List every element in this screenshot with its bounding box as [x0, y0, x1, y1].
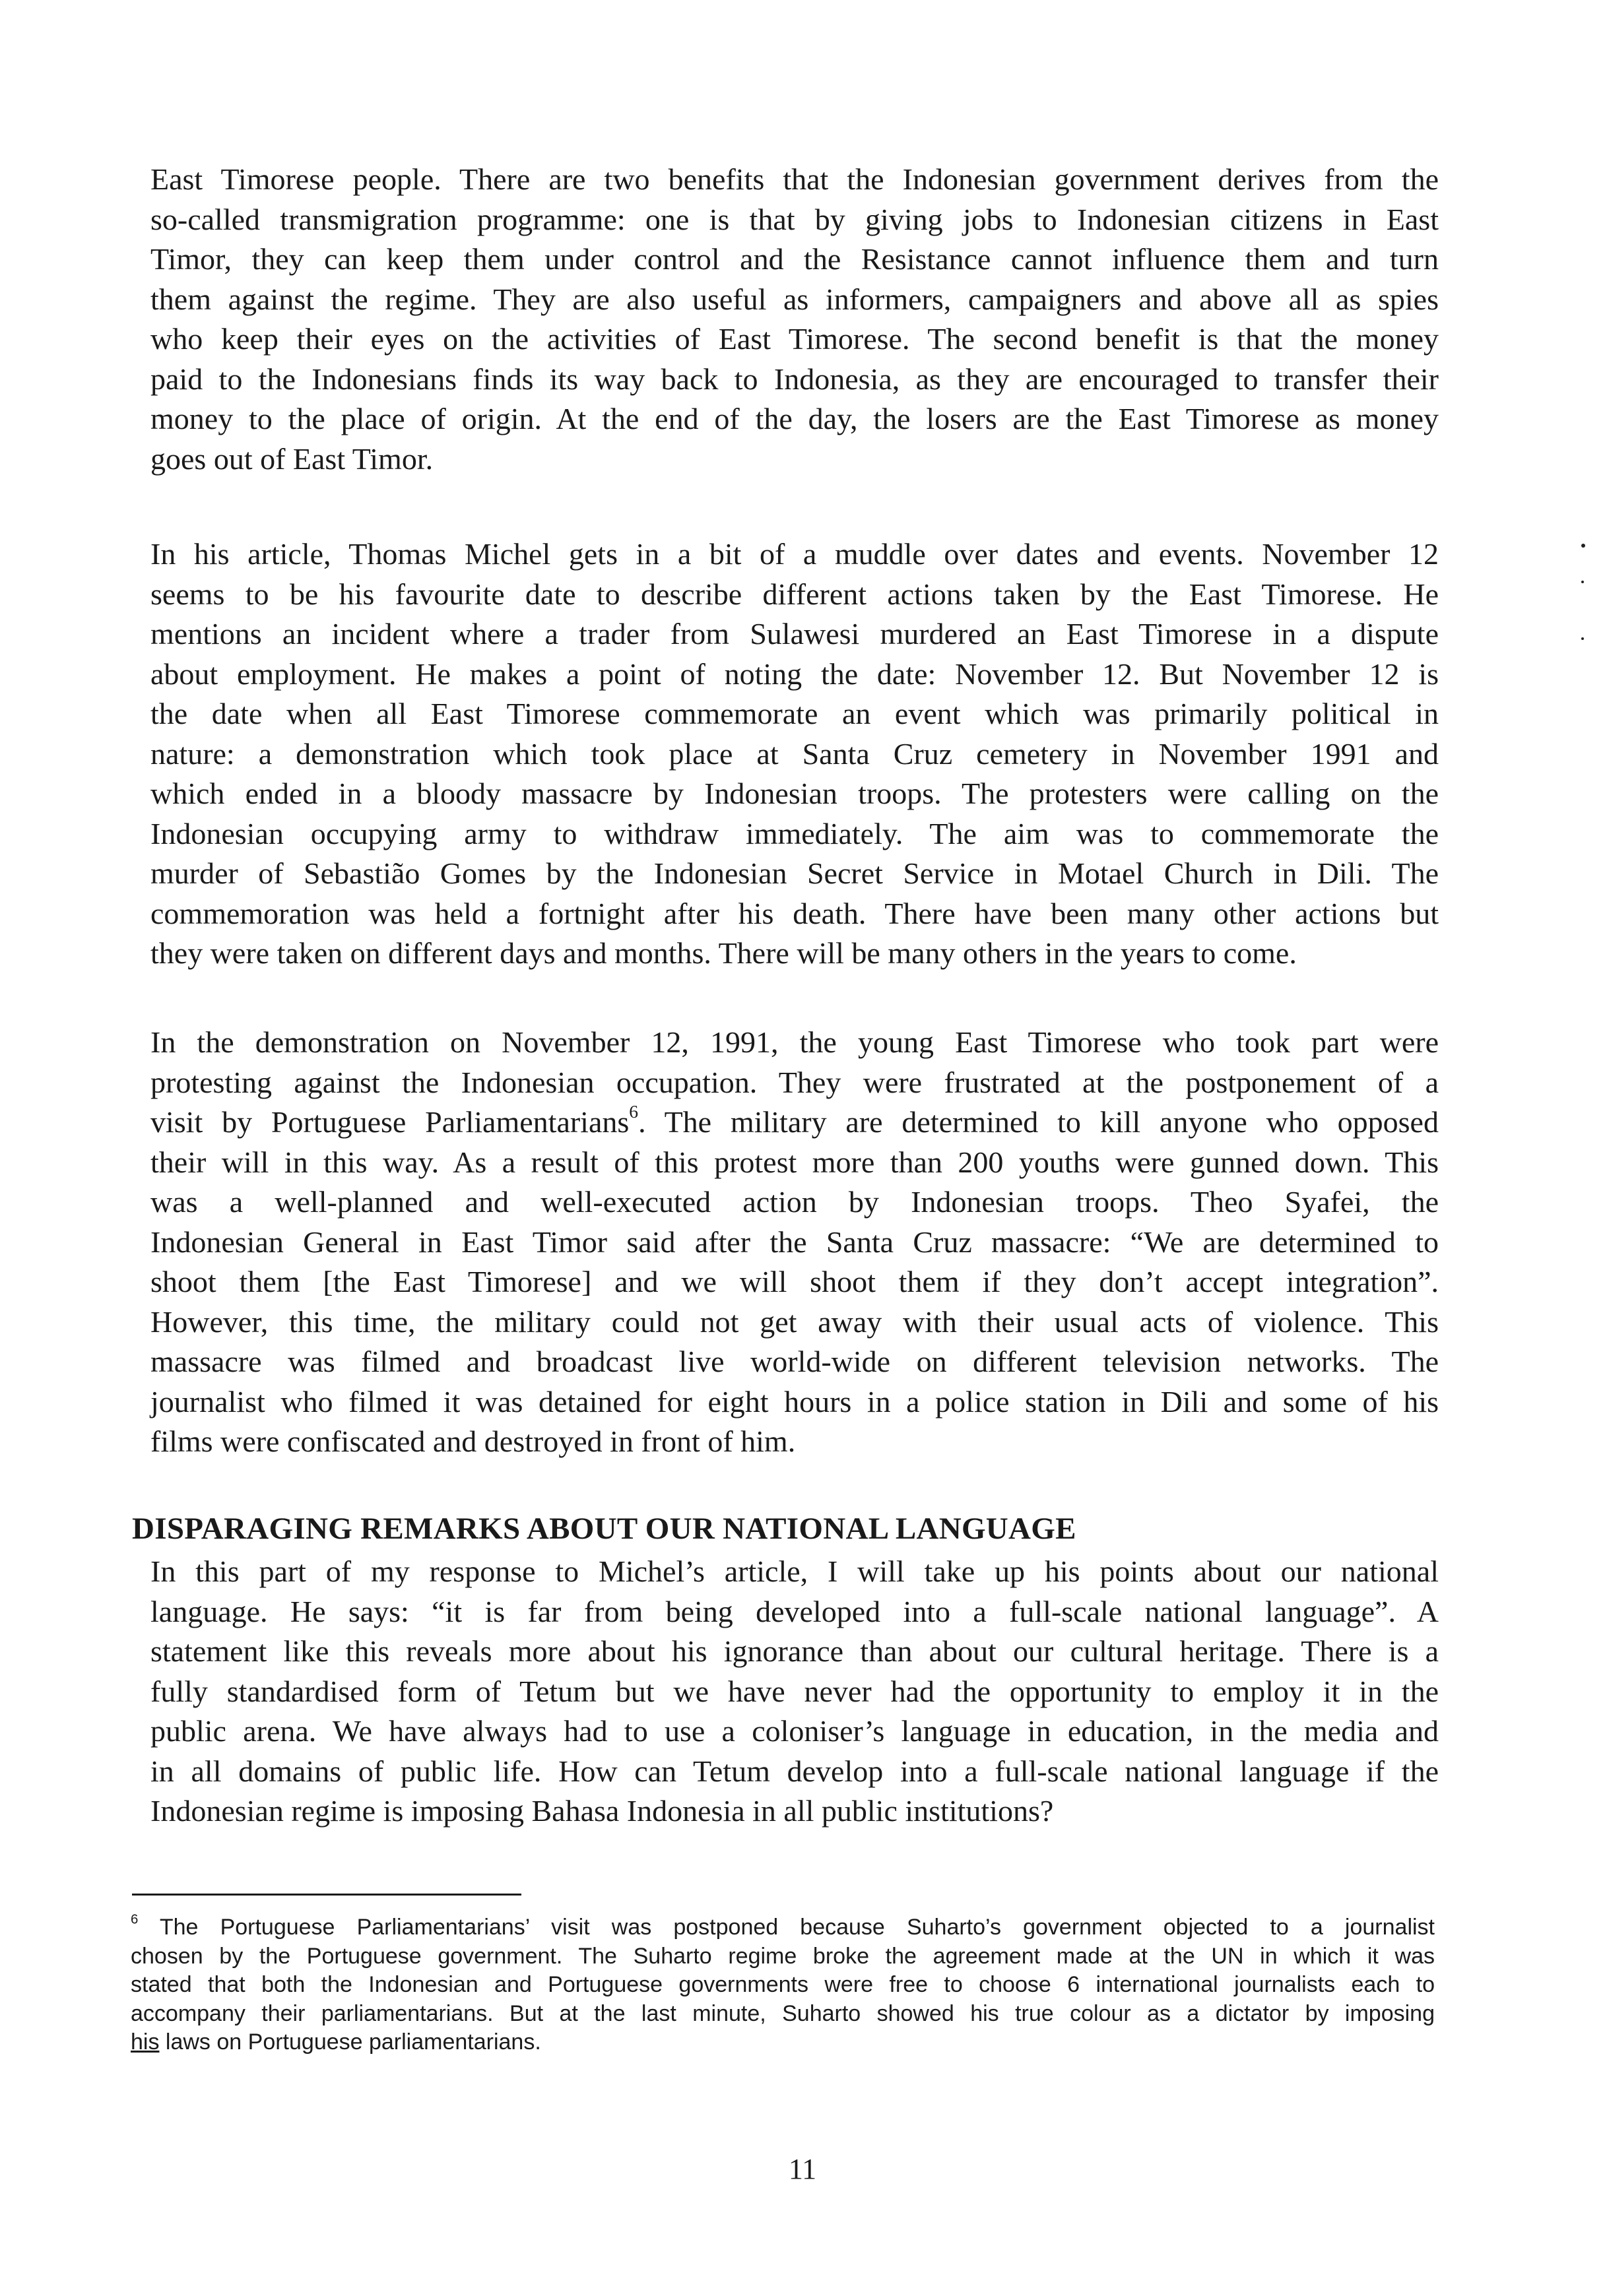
text-line: In his article, Thomas Michel gets in a bit of a muddle over dates and events. November 12 [150, 537, 1439, 571]
footnote-divider [132, 1894, 521, 1896]
text-line: seems to be his favourite date to describe different actions taken by the East Timorese. He [150, 577, 1439, 611]
text-line: about employment. He makes a point of noting the date: November 12. But November 12 is [150, 656, 1439, 691]
text-line: paid to the Indonesians finds its way back to Indonesia, as they are encouraged to transfer their [150, 362, 1439, 396]
text-line: nature: a demonstration which took place at Santa Cruz cemetery in November 1991 and [150, 736, 1439, 771]
text-line: goes out of East Timor. [150, 441, 434, 476]
text-line: money to the place of origin. At the end of the day, the losers are the East Timorese as money [150, 402, 1439, 435]
footnote-reference: 6 [629, 1100, 639, 1122]
text-line: who keep their eyes on the activities of East Timorese. The second benefit is that the money [150, 322, 1439, 356]
scan-speck [1581, 581, 1584, 583]
text-line: they were taken on different days and months. There will be many others in the years to come. [150, 936, 1297, 970]
text-line: journalist who filmed it was detained for eight hours in a police station in Dili and some of his [150, 1384, 1439, 1419]
text-segment: laws on Portuguese parliamentarians. [159, 2029, 541, 2055]
footnote-line: chosen by the Portuguese government. The Suharto regime broke the agreement made at the UN in which it was [131, 1943, 1435, 1969]
text-line: East Timorese people. There are two benefits that the Indonesian government derives from the [150, 162, 1439, 196]
text-line-with-footnote-ref [150, 1102, 1439, 1143]
text-line: was a well-planned and well-executed action by Indonesian troops. Theo Syafei, the [150, 1185, 1439, 1219]
text-line: Indonesian occupying army to withdraw immediately. The aim was to commemorate the [150, 816, 1439, 850]
text-line: public arena. We have always had to use a coloniser’s language in education, in the media and [150, 1714, 1439, 1748]
paragraph-transmigration [150, 160, 1439, 479]
text-line: commemoration was held a fortnight after his death. There have been many other actions but [150, 896, 1439, 930]
footnote-line: accompany their parliamentarians. But at the last minute, Suharto showed his true colour as a dictator by imposing [131, 2000, 1435, 2026]
text-line: murder of Sebastião Gomes by the Indonesian Secret Service in Motael Church in Dili. The [150, 856, 1439, 890]
text-line: shoot them [the East Timorese] and we will shoot them if they don’t accept integration”. [150, 1265, 1439, 1298]
text-line: the date when all East Timorese commemorate an event which was primarily political in [150, 697, 1439, 730]
footnote-marker: 6 [131, 1912, 139, 1927]
text-segment: The Portuguese Parliamentarians’ visit was postponed because Suharto’s government objected to a journalist [159, 1915, 1435, 1940]
text-line: statement like this reveals more about his ignorance than about our cultural heritage. There is a [150, 1634, 1439, 1668]
footnote-line [131, 1913, 1435, 1942]
text-line: which ended in a bloody massacre by Indonesian troops. The protesters were calling on the [150, 777, 1439, 810]
text-line: language. He says: “it is far from being developed into a full-scale national language”. A [150, 1594, 1439, 1628]
text-segment: . The military are determined to kill anyone who opposed [638, 1105, 1439, 1139]
text-line: in all domains of public life. How can Tetum develop into a full-scale national language if the [150, 1754, 1439, 1788]
footnote-line [131, 2028, 1435, 2057]
text-line: so-called transmigration programme: one is that by giving jobs to Indonesian citizens in East [150, 202, 1439, 236]
text-line: In the demonstration on November 12, 1991, the young East Timorese who took part were [150, 1025, 1439, 1059]
footnote-line: stated that both the Indonesian and Portuguese governments were free to choose 6 international journalists each to [131, 1972, 1435, 1997]
text-line: films were confiscated and destroyed in front of him. [150, 1424, 796, 1458]
paragraph-november-12 [150, 534, 1439, 974]
paragraph-demonstration [150, 1023, 1439, 1462]
text-segment: visit by Portuguese Parliamentarians [150, 1105, 630, 1139]
text-line: massacre was filmed and broadcast live world-wide on different television networks. The [150, 1345, 1439, 1378]
text-line: However, this time, the military could not get away with their usual acts of violence. This [150, 1304, 1439, 1339]
text-line: protesting against the Indonesian occupation. They were frustrated at the postponement of a [150, 1065, 1439, 1099]
text-line: them against the regime. They are also useful as informers, campaigners and above all as spies [150, 282, 1439, 316]
page-number: 11 [788, 2153, 817, 2185]
underlined-word: his [131, 2029, 160, 2055]
text-line: their will in this way. As a result of this protest more than 200 youths were gunned down. This [150, 1145, 1439, 1179]
paragraph-national-language [150, 1552, 1439, 1832]
text-line: In this part of my response to Michel’s article, I will take up his points about our national [150, 1554, 1439, 1588]
footnote [131, 1913, 1435, 2057]
section-heading: DISPARAGING REMARKS ABOUT OUR NATIONAL LANGUAGE [132, 1512, 1076, 1546]
text-line: mentions an incident where a trader from Sulawesi murdered an East Timorese in a dispute [150, 617, 1439, 651]
scan-speck [1581, 637, 1584, 640]
scan-speck [1581, 544, 1585, 548]
text-line: Indonesian General in East Timor said after the Santa Cruz massacre: “We are determined to [150, 1225, 1439, 1259]
text-line: fully standardised form of Tetum but we have never had the opportunity to employ it in the [150, 1674, 1439, 1708]
text-line: Indonesian regime is imposing Bahasa Indonesia in all public institutions? [150, 1794, 1054, 1828]
text-line: Timor, they can keep them under control and the Resistance cannot influence them and turn [150, 242, 1439, 276]
